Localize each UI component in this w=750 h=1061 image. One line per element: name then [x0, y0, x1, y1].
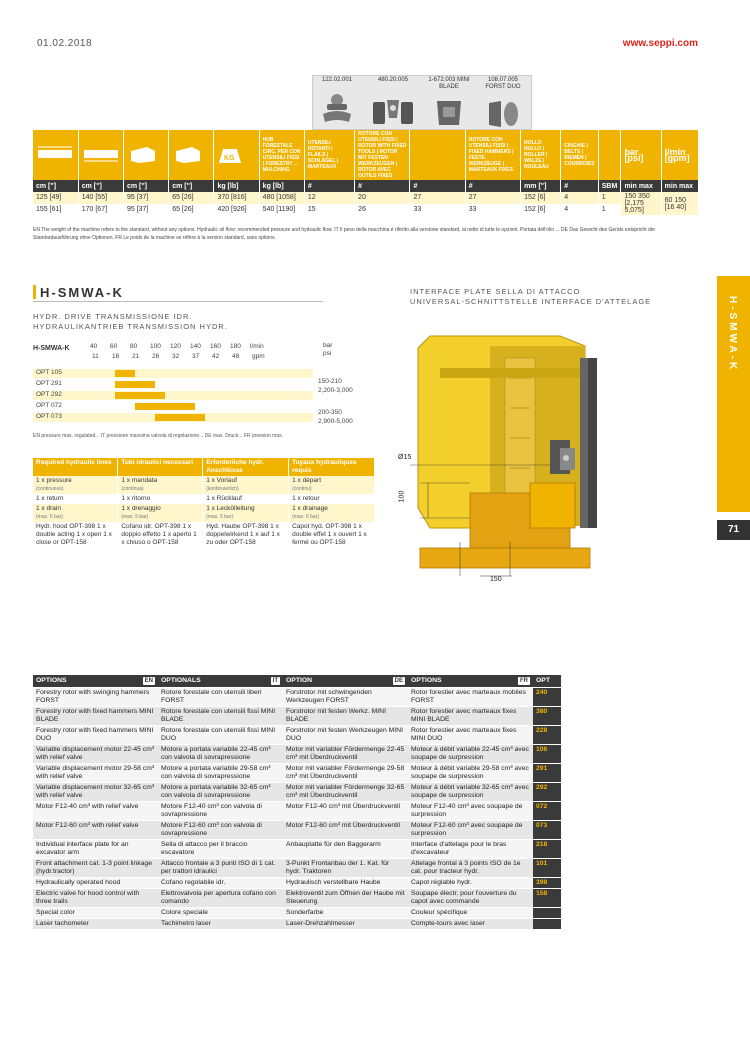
option-row [33, 877, 561, 888]
option-cell: Forstrotor mit schwingenden Werkzeugen FORST [283, 687, 408, 706]
option-cell: Forestry rotor with fixed hammers MINI DUO [33, 725, 158, 744]
option-cell: Tachimetro laser [158, 918, 283, 929]
option-cell: Motore a portata variabile 29-58 cm³ con valvola di sovrapressione [158, 763, 283, 782]
spec-header-sbm [598, 130, 621, 180]
options-header-en [33, 675, 158, 687]
unit-cell: cm ["] [169, 180, 214, 192]
option-cell: Compte-tours avec laser [408, 918, 533, 929]
option-code: 291 [533, 763, 561, 782]
option-row [33, 918, 561, 929]
forst-duo-icon [485, 95, 521, 131]
spec-cell: 27 [410, 192, 465, 204]
hyd-cell-text: 1 x drainage [292, 505, 328, 512]
spec-cell: 4 [561, 192, 598, 204]
option-cell: Couleur spécifique [408, 907, 533, 918]
spec-header-hammers: ROTORE CON UTENSILI FISSI | FIXED HAMMERS | FESTE WERKZEUGE | MARTEAUX FIXES [465, 130, 520, 180]
option-cell: Special color [33, 907, 158, 918]
spec-cell: 27 [465, 192, 520, 204]
tick-label-lpm: 80 [130, 343, 138, 350]
hydraulic-lines-table [33, 458, 375, 548]
option-row [33, 907, 561, 918]
swinging-hammer-icon [319, 88, 355, 128]
hyd-cell: Hyd. Haube OPT-398 1 x doppelwirkend 1 x auf 1 x zu oder OPT-158 [203, 522, 289, 548]
part-mini-blade [427, 76, 471, 131]
options-table-body [33, 687, 561, 929]
hyd-row-hood [33, 522, 375, 548]
spec-header-belts: CINGHIE | BELTS | RIEMEN | COURROIES [561, 130, 598, 180]
options-header-label: OPTIONALS [161, 676, 201, 684]
spec-cell: 140 [55] [78, 192, 123, 204]
options-header-row [33, 675, 561, 687]
option-cell: Electric valve for hood control with three trails [33, 888, 158, 907]
footnote-en: EN The weight of the machine refers to the standard, without any options. Hydraulic oil flow: recommended pressure and hydraulic flow. [33, 227, 333, 233]
part-swinging-hammer [315, 76, 359, 131]
flow-range-bar [135, 403, 195, 410]
interface-plate-drawing [398, 318, 700, 586]
machine-side-view-drawing [410, 318, 700, 586]
side-section-tab [717, 276, 750, 512]
options-table [33, 675, 561, 930]
option-cell: 3-Punkt Frontanbau der 1. Kat. für hydr. Traktoren [283, 858, 408, 877]
pressure-range-2-psi: 2,900-5,000 [318, 418, 353, 425]
flow-range-bar [115, 392, 165, 399]
option-cell: Interface d'attelage pour le bras d'excavateur [408, 839, 533, 858]
spec-cell: 1 [598, 192, 621, 204]
option-cell: Motore a portata variabile 22-45 cm³ con valvola di sovrapressione [158, 744, 283, 763]
spec-cell: 152 [6] [521, 192, 561, 204]
option-code: 380 [533, 706, 561, 725]
overall-width-icon [78, 130, 123, 180]
pressure-range-2: 200-350 [318, 409, 342, 416]
hyd-header: Tubi idraulici necessari [118, 458, 203, 476]
option-row [33, 888, 561, 907]
spec-row-155 [33, 204, 699, 216]
lang-tag: FR [520, 677, 528, 684]
pressure-range-1: 150-210 [318, 378, 342, 385]
spec-header-pressure: bar [psi] [621, 130, 661, 180]
flow-row-label: OPT 291 [36, 380, 62, 387]
hyd-cell [289, 504, 375, 522]
tick-label-gpm: 37 [192, 353, 200, 360]
hyd-subnote: (max. 5 bar) [292, 514, 320, 520]
flow-row [33, 369, 313, 378]
hyd-cell: Capot hyd. OPT-398 1 x double effet 1 x ouvert 1 x fermé ou OPT-158 [289, 522, 375, 548]
options-header-label: OPTION [286, 676, 313, 684]
hyd-cell-text: 1 x pressure [36, 477, 72, 484]
option-row [33, 858, 561, 877]
option-cell: Motor F12-60 cm³ with relief valve [33, 820, 158, 839]
hyd-cell: 1 x retour [289, 494, 375, 504]
section-divider [33, 301, 323, 302]
option-cell: Variable displacement motor 29-58 cm³ with relief valve [33, 763, 158, 782]
option-cell: Elektroventil zum Öffnen der Haube mit Steuerung [283, 888, 408, 907]
working-width-icon [33, 130, 78, 180]
option-row [33, 782, 561, 801]
hyd-cell [33, 476, 118, 494]
spec-header-flow: l/min [gpm] [661, 130, 698, 180]
section-accent [33, 285, 36, 299]
unit-cell: cm ["] [78, 180, 123, 192]
dimension-width: 150 [490, 576, 502, 583]
spec-cell: 540 [1190] [259, 204, 304, 216]
tick-label-gpm: 21 [132, 353, 140, 360]
hyd-subnote: (max. 5 bar) [121, 514, 149, 520]
option-cell: Moteur F12-40 cm³ avec soupape de surpression [408, 801, 533, 820]
unit-cell: kg [lb] [259, 180, 304, 192]
tick-label-lpm: 40 [90, 343, 98, 350]
options-header-it [158, 675, 283, 687]
option-code: 073 [533, 820, 561, 839]
flow-chart-model: H-SMWA-K [33, 345, 70, 352]
mini-blade-icon [431, 95, 467, 131]
options-header-code: OPT [533, 675, 561, 687]
unit-cell: min max [621, 180, 661, 192]
hyd-subnote: (continuous) [36, 486, 64, 492]
option-row [33, 839, 561, 858]
option-cell: Laser tachometer [33, 918, 158, 929]
interface-plate-title-1: INTERFACE PLATE SELLA DI ATTACCO [410, 287, 581, 296]
spec-cell: 95 [37] [123, 192, 168, 204]
option-cell: Forstrotor mit festen Werkz. MINI BLADE [283, 706, 408, 725]
option-code: 292 [533, 782, 561, 801]
spec-cell: 20 [355, 192, 410, 204]
option-code: 240 [533, 687, 561, 706]
option-row [33, 725, 561, 744]
unit-cell: # [561, 180, 598, 192]
tick-label-lpm: l/min [250, 343, 264, 350]
spec-cell: 33 [465, 204, 520, 216]
option-code: 398 [533, 877, 561, 888]
flow-row-label: OPT 073 [36, 413, 62, 420]
option-cell: Rotor forestier avec marteaux fixes MINI BLADE [408, 706, 533, 725]
option-code: 101 [533, 858, 561, 877]
spec-cell: 420 [926] [214, 204, 259, 216]
spec-cell: 1 [598, 204, 621, 216]
dimension-height: 100 [398, 490, 406, 503]
option-cell: Motore a portata variabile 32-65 cm³ con valvola di sovrapressione [158, 782, 283, 801]
hyd-cell-text: 1 x Leckölleitung [206, 505, 255, 512]
option-cell: Motor mit variabler Fördermenge 22-45 cm³ mit Überdruckventil [283, 744, 408, 763]
spec-cell: 26 [355, 204, 410, 216]
option-cell: Motor F12-40 cm³ mit Überdruckventil [283, 801, 408, 820]
hyd-cell [33, 504, 118, 522]
option-row [33, 744, 561, 763]
unit-cell: min max [661, 180, 698, 192]
pressure-header: bar [323, 342, 333, 349]
flow-range-bar [155, 414, 205, 421]
option-cell: Attelage frontal à 3 points ISO de 1e cat. pour tracteur hydr. [408, 858, 533, 877]
option-code: 228 [533, 725, 561, 744]
hyd-cell-text: 1 x drain [36, 505, 61, 512]
hyd-cell: 1 x return [33, 494, 118, 504]
option-cell: Rotore forestale con utensili fissi MINI DUO [158, 725, 283, 744]
options-header-label: OPTIONS [36, 676, 67, 684]
option-row [33, 763, 561, 782]
option-cell: Individual interface plate for an excavator arm [33, 839, 158, 858]
option-cell: Forestry rotor with fixed hammers MINI BLADE [33, 706, 158, 725]
svg-text:KG: KG [224, 155, 235, 162]
option-cell: Rotor forestier avec marteaux mobiles FORST [408, 687, 533, 706]
hyd-subnote: (max. 5 bar) [206, 514, 234, 520]
option-cell: Capot réglable hydr. [408, 877, 533, 888]
option-row [33, 706, 561, 725]
unit-cell: SBM [598, 180, 621, 192]
spec-cell: 480 [1058] [259, 192, 304, 204]
page-number: 71 [717, 520, 750, 540]
option-cell: Laser-Drehzahlmesser [283, 918, 408, 929]
option-cell: Moteur F12-60 cm³ avec soupape de surpression [408, 820, 533, 839]
spec-cell: 170 [67] [78, 204, 123, 216]
spec-cell: 12 [304, 192, 354, 204]
tick-label-gpm: gpm [252, 353, 265, 360]
spec-header-flails: UTENSILI ROTANTI | FLAILS | SCHLÄGEL | MARTEAUX [304, 130, 354, 180]
spec-header-roller: ROLLO RULLO | ROLLER | WALZE | ROULEAU [521, 130, 561, 180]
part-flail [371, 76, 415, 131]
hyd-header: Tuyaux hydrauliques requis [289, 458, 375, 476]
part-forst-duo [481, 76, 525, 131]
hyd-subnote: (continua) [121, 486, 144, 492]
hyd-header-row [33, 458, 375, 476]
spec-header-fixed-tools: ROTORE CON UTENSILI FISSI | ROTOR WITH FIXED TOOLS | ROTOR MIT FESTEN WERKZEUGEN | ROTOR AVEC OUTILS FIXES [355, 130, 410, 180]
tick-label-lpm: 60 [110, 343, 118, 350]
tick-label-lpm: 100 [150, 343, 161, 350]
hyd-cell [203, 504, 289, 522]
flow-row [33, 402, 313, 411]
tick-label-lpm: 180 [230, 343, 241, 350]
tick-label-lpm: 160 [210, 343, 221, 350]
hyd-cell-text: 1 x mandata [121, 477, 158, 484]
flow-chart-legend: EN pressure max. regulated... IT pressione massima valvola di regolazione... DE max. Druck... FR pression max. [33, 433, 284, 439]
spec-row-125 [33, 192, 699, 204]
option-cell: Cofano regolabile idr. [158, 877, 283, 888]
tick-label-lpm: 120 [170, 343, 181, 350]
spec-cell: 370 [816] [214, 192, 259, 204]
dimension-diameter: Ø15 [398, 454, 412, 461]
tick-label-gpm: 16 [112, 353, 120, 360]
footnote-de: DE Das Gewicht des Geräts entspricht der Standardausführung ohne Optionen. [33, 227, 656, 241]
option-cell: Variable displacement motor 22-45 cm³ with relief valve [33, 744, 158, 763]
option-cell: Rotore forestale con utensili fissi MINI BLADE [158, 706, 283, 725]
depth-icon [123, 130, 168, 180]
specifications-table [33, 130, 699, 215]
flow-row-label: OPT 105 [36, 369, 62, 376]
option-cell: Sonderfarbe [283, 907, 408, 918]
option-cell: Hydraulically operated hood [33, 877, 158, 888]
spec-cell-pressure: 150 350 [2,175 5,075] [621, 192, 661, 215]
hyd-cell-text: 1 x Vorlauf [206, 477, 237, 484]
option-cell: Moteur à débit variable 32-65 cm³ avec soupape de surpression [408, 782, 533, 801]
part-code: 122.02.001 [321, 77, 353, 83]
option-cell: Hydraulisch verstellbare Haube [283, 877, 408, 888]
tick-label-gpm: 48 [232, 353, 240, 360]
unit-cell: mm ["] [521, 180, 561, 192]
pressure-range-1-psi: 2,200-3,000 [318, 387, 353, 394]
hyd-row-return [33, 494, 375, 504]
option-code: 218 [533, 839, 561, 858]
option-cell: Elettrovalvola per apertura cofano con comando [158, 888, 283, 907]
lang-tag: EN [144, 677, 153, 684]
flail-tool-icon [371, 88, 415, 128]
hyd-cell [118, 476, 203, 494]
part-code: 1-672.003 MINI BLADE [428, 77, 470, 90]
option-code [533, 918, 561, 929]
option-code: 072 [533, 801, 561, 820]
flow-row [33, 380, 313, 389]
spec-cell-flow: 60 150 [16 40] [661, 192, 698, 215]
unit-cell: cm ["] [33, 180, 78, 192]
hyd-cell: Hydr. hood OPT-398 1 x double acting 1 x open 1 x close or OPT-158 [33, 522, 118, 548]
side-tab-label: H-SMWA-K [727, 296, 738, 373]
option-row [33, 687, 561, 706]
hyd-cell [289, 476, 375, 494]
lang-tag: IT [272, 677, 278, 684]
hyd-cell-text: 1 x drenaggio [121, 505, 161, 512]
option-row [33, 801, 561, 820]
part-code: 480.20.005 [377, 77, 409, 83]
option-cell: Forestry rotor with swinging hammers FORST [33, 687, 158, 706]
hyd-subnote: (kontinuierlich) [206, 486, 239, 492]
option-cell: Variable displacement motor 32-65 cm³ with relief valve [33, 782, 158, 801]
footnote-it: IT Il peso della macchina è riferito alla versione standard, al netto di tutte le opzioni. Portata dell'olio ... [334, 227, 560, 233]
spec-cell: 152 [6] [521, 204, 561, 216]
option-code: 106 [533, 744, 561, 763]
spec-cell: 65 [26] [169, 192, 214, 204]
option-cell: Rotore forestale con utensili liberi FORST [158, 687, 283, 706]
option-cell: Soupape électr. pour l'ouverture du capot avec commande [408, 888, 533, 907]
option-cell: Motore F12-40 cm³ con valvola di sovrapressione [158, 801, 283, 820]
option-cell: Motore F12-60 cm³ con valvola di sovrapressione [158, 820, 283, 839]
spec-unit-row [33, 180, 699, 192]
option-cell: Sella di attacco per il braccio escavatore [158, 839, 283, 858]
spec-header-weight-options: HUB FORESTALE CIRC. PER CON UTENSILI FISSI | FORESTRY ... MULCHING [259, 130, 304, 180]
spec-header-row [33, 130, 699, 180]
hydraulic-flow-chart [33, 342, 375, 440]
hydraulic-drive-title-1: HYDR. DRIVE TRANSMISSIONE IDR. [33, 312, 193, 321]
options-header-fr [408, 675, 533, 687]
spec-cell: 33 [410, 204, 465, 216]
hyd-cell-text: 1 x départ [292, 477, 322, 484]
hyd-row-drain [33, 504, 375, 522]
height-icon [169, 130, 214, 180]
hyd-cell: Cofano idr. OPT-398 1 x doppio effetto 1 x aperto 1 x chiuso o OPT-158 [118, 522, 203, 548]
option-cell: Motor mit variabler Fördermenge 29-58 cm³ mit Überdruckventil [283, 763, 408, 782]
option-cell: Colore speciale [158, 907, 283, 918]
spec-cell: 95 [37] [123, 204, 168, 216]
option-cell: Forstrotor mit festen Werkzeugen MINI DUO [283, 725, 408, 744]
option-cell: Front attachment cat. 1-3 point linkage (hydr.tractor) [33, 858, 158, 877]
pressure-unit: psi [323, 350, 332, 357]
option-code [533, 907, 561, 918]
hyd-row-pressure [33, 476, 375, 494]
unit-cell: # [304, 180, 354, 192]
tick-label-gpm: 11 [92, 353, 99, 360]
parts-image-strip [312, 75, 532, 130]
options-header-label: OPTIONS [411, 676, 442, 684]
hyd-subnote: (max. 5 bar) [36, 514, 63, 520]
hyd-cell [118, 504, 203, 522]
hyd-cell: 1 x Rücklauf [203, 494, 289, 504]
website-link[interactable]: www.seppi.com [622, 38, 698, 49]
spec-cell: 4 [561, 204, 598, 216]
spec-cell: 155 [61] [33, 204, 78, 216]
unit-cell: kg [lb] [214, 180, 259, 192]
footnote-fr: FR Le poids de la machine se réfère à la version standard, sans options. [115, 235, 276, 241]
option-cell: Motor F12-40 cm³ with relief valve [33, 801, 158, 820]
hyd-header: Required hydraulic lines [33, 458, 118, 476]
option-row [33, 820, 561, 839]
section-title: H-SMWA-K [40, 285, 124, 300]
hyd-subnote: (continu) [292, 486, 312, 492]
option-cell: Motor mit variabler Fördermenge 32-65 cm³ mit Überdruckventil [283, 782, 408, 801]
hyd-cell [203, 476, 289, 494]
option-cell: Anbauplatte für den Baggerarm [283, 839, 408, 858]
tick-label-gpm: 26 [152, 353, 160, 360]
options-header-de [283, 675, 408, 687]
flow-row [33, 413, 313, 422]
flow-row-label: OPT 072 [36, 402, 62, 409]
option-code: 158 [533, 888, 561, 907]
option-cell: Attacco frontale a 3 punti ISO di 1 cat. per trattori idraulici [158, 858, 283, 877]
interface-plate-title-2: UNIVERSAL-SCHNITTSTELLE INTERFACE D'ATTELAGE [410, 297, 652, 306]
unit-cell: # [410, 180, 465, 192]
spec-cell: 65 [26] [169, 204, 214, 216]
flow-row-label: OPT 292 [36, 391, 62, 398]
spec-cell: 125 [49] [33, 192, 78, 204]
hydraulic-drive-title-2: HYDRAULIKANTRIEB TRANSMISSION HYDR. [33, 322, 228, 331]
option-cell: Motor F12-60 cm³ mit Überdruckventil [283, 820, 408, 839]
option-cell: Moteur à débit variable 29-58 cm³ avec soupape de surpression [408, 763, 533, 782]
option-cell: Moteur à débit variable 22-45 cm³ avec soupape de surpression [408, 744, 533, 763]
tick-label-gpm: 42 [212, 353, 220, 360]
unit-cell: # [465, 180, 520, 192]
lang-tag: DE [394, 677, 403, 684]
spec-footnote [33, 226, 699, 242]
unit-cell: # [355, 180, 410, 192]
tick-label-gpm: 32 [172, 353, 180, 360]
flow-range-bar [115, 381, 155, 388]
hyd-cell: 1 x ritorno [118, 494, 203, 504]
flow-row [33, 391, 313, 400]
document-date: 01.02.2018 [37, 38, 93, 49]
hyd-header: Erforderliche hydr. Anschlüsse [203, 458, 289, 476]
tick-label-lpm: 140 [190, 343, 201, 350]
spec-cell: 15 [304, 204, 354, 216]
weight-icon [214, 130, 259, 180]
unit-cell: cm ["] [123, 180, 168, 192]
spec-header-blank [410, 130, 465, 180]
option-cell: Rotor forestier avec marteaux fixes MINI DUO [408, 725, 533, 744]
part-code: 108.07.005 FORST DUO [485, 77, 521, 90]
flow-range-bar [115, 370, 135, 377]
